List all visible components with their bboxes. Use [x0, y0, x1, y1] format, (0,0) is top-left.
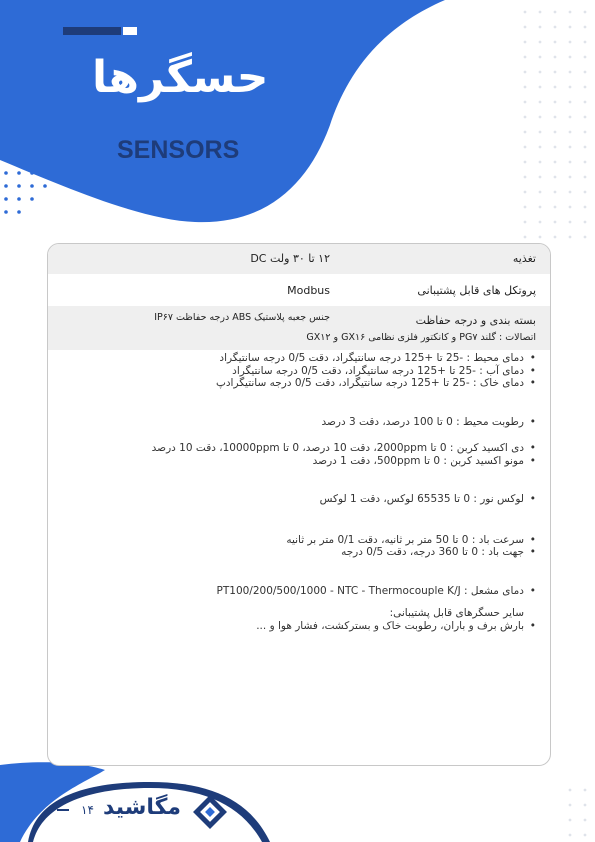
- spec-value: ۱۲ تا ۳۰ ولت DC: [250, 252, 330, 265]
- spec-row-power: [48, 244, 550, 274]
- flame-value: PT100/200/500/1000 - NTC - Thermocouple K/J: [216, 584, 461, 597]
- list-item: • دمای محیط : -25 تا +125 درجه سانتیگراد، دقت 0/5 درجه سانتیگراد: [56, 352, 536, 365]
- list-item: • دی اکسید کربن : 0 تا 2000ppm، دقت 10 درصد، 0 تا 10000ppm، دقت 10 درصد: [56, 442, 536, 455]
- page-number: ۱۴: [81, 803, 94, 817]
- brand-logo-text: مگاشید: [103, 795, 181, 820]
- other-sensors-title: سایر حسگرهای قابل پشتیبانی:: [389, 607, 524, 619]
- list-item-flame: [56, 585, 536, 598]
- spec-label: پروتکل های قابل پشتیبانی: [417, 284, 536, 297]
- spec-label: تغذیه: [512, 252, 536, 265]
- spec-value: جنس جعبه پلاستیک ABS درجه حفاظت IP۶۷: [154, 312, 330, 323]
- list-item: • جهت باد : 0 تا 360 درجه، دقت 0/5 درجه: [56, 546, 536, 559]
- list-item: • دمای خاک : -25 تا +125 درجه سانتیگراد، دقت 0/5 درجه سانتیگرادپ: [56, 377, 536, 390]
- flame-label: دمای مشعل :: [464, 584, 524, 597]
- list-item: • رطوبت محیط : 0 تا 100 درصد، دقت 3 درصد: [56, 416, 536, 429]
- sensor-list: [56, 352, 536, 632]
- header-accent-bar: [63, 27, 121, 35]
- page-number-dash: [57, 809, 69, 811]
- header-accent-bar-light: [123, 27, 137, 35]
- spec-label: بسته بندی و درجه حفاظت: [415, 314, 536, 327]
- list-item: • سرعت باد : 0 تا 50 متر بر ثانیه، دقت 0/1 متر بر ثانیه: [56, 534, 536, 547]
- spec-value-2: اتصالات : گلند PG۷ و کانکتور فلزی نظامی GX۱۶ و GX۱۲: [306, 332, 536, 343]
- spec-value: Modbus: [287, 284, 330, 297]
- list-item: • بارش برف و باران، رطوبت خاک و بسترکشت، فشار هوا و ...: [56, 620, 536, 633]
- page-title-en: SENSORS: [117, 136, 240, 164]
- spec-card: [47, 243, 551, 766]
- list-item: • مونو اکسید کربن : 0 تا 500ppm، دقت 1 درصد: [56, 455, 536, 468]
- list-item: • لوکس نور : 0 تا 65535 لوکس، دقت 1 لوکس: [56, 493, 536, 506]
- page-title-fa: حسگرها: [92, 52, 269, 103]
- spec-row-packaging: [48, 306, 550, 350]
- spec-row-protocol: [48, 274, 550, 306]
- list-item: • دمای آب : -25 تا +125 درجه سانتیگراد، دقت 0/5 درجه سانتیگراد: [56, 365, 536, 378]
